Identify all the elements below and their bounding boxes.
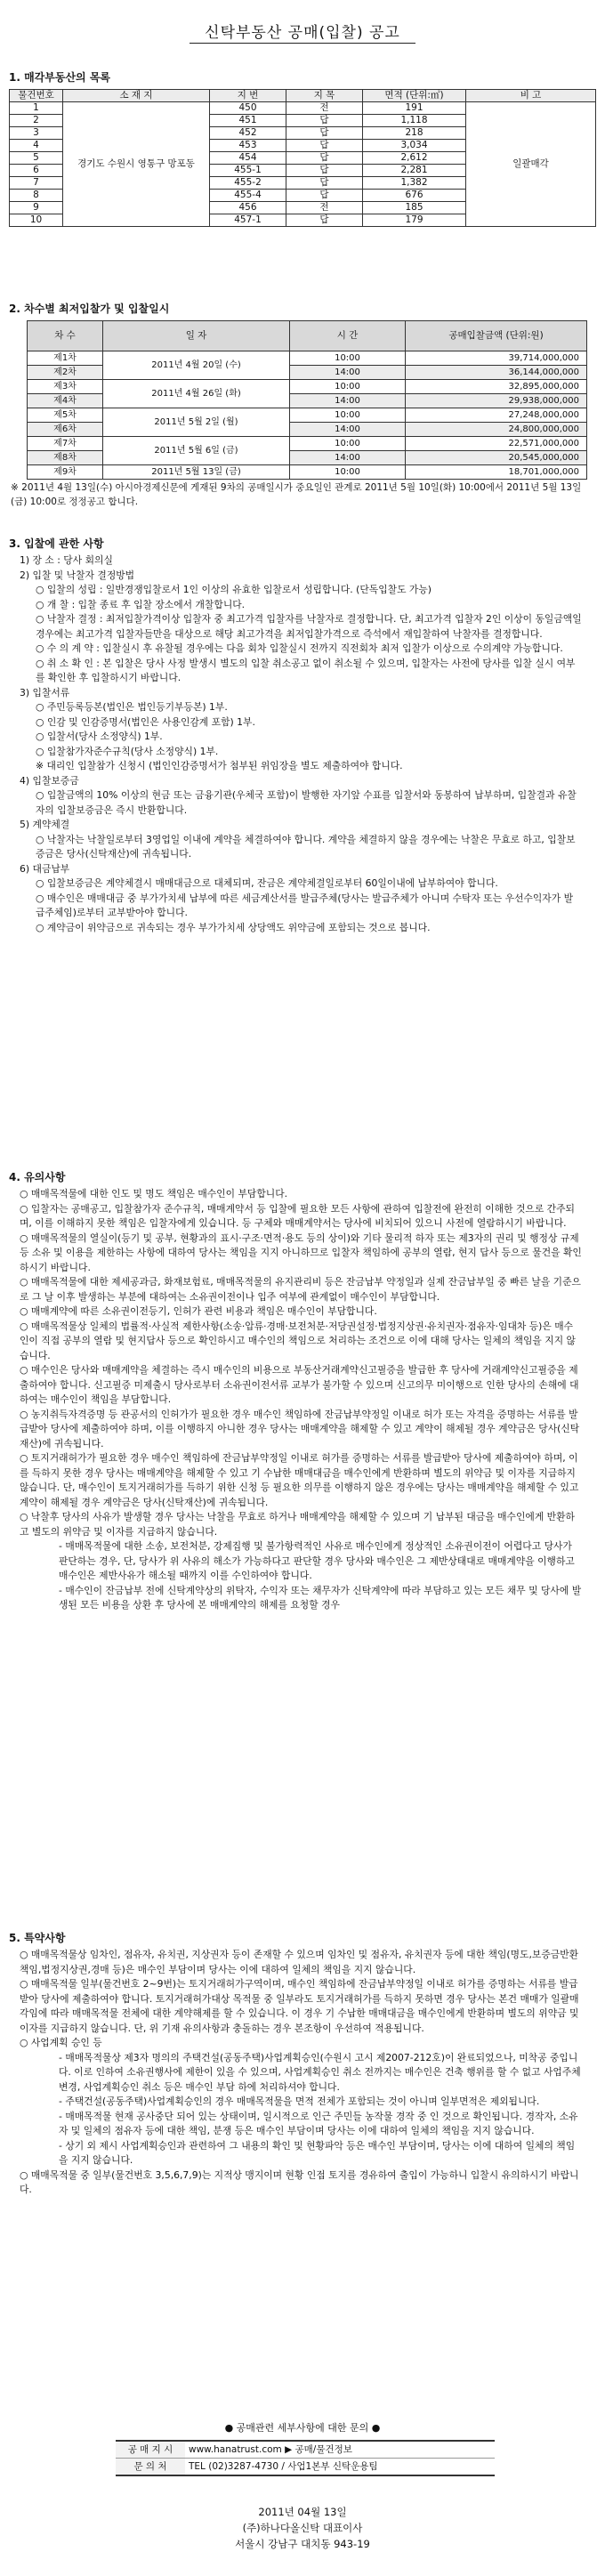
land-category: 답 xyxy=(286,140,363,152)
amount-cell: 24,800,000,000 xyxy=(406,423,587,437)
text-line: ○ 농지취득자격증명 등 관공서의 인허가가 필요한 경우 매수인 책임하에 잔금납부약정일 이내로 허가 또는 자격을 증명하는 서류를 발급받아 당사에 제출하여야 하며, 이를 이행하지 아니한 경우 당사는 매매계약을 해제할 수 있고 계약이 해제될 경우 계약금은 당사(신탁재산)에 귀속됩니다. xyxy=(20,1408,580,1450)
area-cell: 3,034 xyxy=(363,140,466,152)
area-cell: 2,281 xyxy=(363,165,466,177)
item-number: 8 xyxy=(10,190,63,202)
time-cell: 10:00 xyxy=(290,437,406,451)
table-row xyxy=(28,351,587,366)
text-line: ○ 매매목적물상 일체의 법률적·사실적 제한사항(소송·압류·경매·보전처분·저당권설정·법정지상권·유치권자·점유자·임대차 등)은 매수인이 직접 공부의 열람 및 현지답사 등으로 확인하시고 매수인의 책임으로 처리하는 조건으로 이에 대해 당사는 일체의 책임을 지지 않습니다. xyxy=(20,1320,576,1361)
header-cell: 지 목 xyxy=(286,90,363,102)
text-line: 1) 장 소 : 당사 회의실 xyxy=(20,554,113,566)
text-line: ○ 매매목적물에 대한 인도 및 명도 책임은 매수인이 부담합니다. xyxy=(20,1188,288,1199)
amount-cell: 32,895,000,000 xyxy=(406,380,587,394)
item-number: 3 xyxy=(10,127,63,140)
land-category: 답 xyxy=(286,177,363,190)
table-row xyxy=(10,102,596,115)
round-cell: 제1차 xyxy=(28,351,103,366)
text-line: ○ 입찰서(당사 소정양식) 1부. xyxy=(36,731,163,742)
section2-heading: 2. 차수별 최저입찰가 및 입찰일시 xyxy=(9,303,170,315)
inquiry-heading: ● 공매관련 세부사항에 대한 문의 ● xyxy=(224,2422,381,2434)
text-line: - 매매목적물에 대한 소송, 보전처분, 강제집행 및 불가항력적인 사유로 매수인에게 정상적인 소유권이전이 어렵다고 당사가 판단하는 경우, 단, 당사가 위 사유의 해소가 가능하다고 판단할 경우 당사와 매수인은 그 제반상태대로 매매계약을 이행하고 매수인은 제반사유가 해소될 때까지 이를 수인하여야 합니다. xyxy=(59,1540,575,1581)
area-cell: 1,118 xyxy=(363,115,466,127)
text-line: ○ 사업계획 승인 등 xyxy=(20,2037,102,2048)
time-cell: 14:00 xyxy=(290,366,406,380)
text-line: ※ 대리인 입찰참가 신청시 (법인인감증명서가 첨부된 위임장을 별도 제출하여야 합니다. xyxy=(36,760,403,771)
bid-schedule-table xyxy=(27,320,587,480)
text-line: - 매매목적물상 제3자 명의의 주택건설(공동주택)사업계획승인(수원시 고시 제2007-212호)이 완료되었으나, 미착공 중입니다. 이로 인하여 소유권행사에 제한이 있을 수 있으며, 사업계획승인 취소 전까지는 매수인은 건축 행위를 할 수 없고 사업주체 변경, 사업계획승인 취소 등은 매수인 부담 하에 처리하셔야 합니다. xyxy=(59,2051,581,2093)
text-line: ○ 매매목적물상 임차인, 점유자, 유치권, 지상권자 등이 존재할 수 있으며 임차인 및 점유자, 유치권자 등에 대한 책임(명도,보증금반환책임,법정지상권,경매 등)은 매수인 부담이며 당사는 이에 대하여 일체의 책임을 지지 않습니다. xyxy=(20,1949,579,1975)
special-terms xyxy=(0,1948,605,2198)
round-cell: 제6차 xyxy=(28,423,103,437)
contact-label: 공 매 지 시 xyxy=(116,2441,185,2459)
text-line: ○ 주민등록등본(법인은 법인등기부등본) 1부. xyxy=(36,701,228,713)
text-line: ○ 취 소 확 인 : 본 입찰은 당사 사정 발생시 별도의 입찰 취소공고 없이 취소될 수 있으며, 입찰자는 사전에 당사를 입찰 실시 여부를 확인한 후 입찰하시기 바랍니다. xyxy=(36,657,576,683)
section5-heading: 5. 특약사항 xyxy=(9,1932,66,1944)
text-line: ○ 낙찰자는 낙찰일로부터 3영업일 이내에 계약을 체결하여야 합니다. 계약을 체결하지 않을 경우에는 낙찰은 무효로 하고, 입찰보증금은 당사(신탁재산)에 귀속됩니다. xyxy=(36,833,576,860)
area-cell: 2,612 xyxy=(363,152,466,165)
section1-heading: 1. 매각부동산의 목록 xyxy=(9,71,111,84)
text-line: ○ 입찰의 성립 : 일반경쟁입찰로서 1인 이상의 유효한 입찰로서 성립합니다. (단독입찰도 가능) xyxy=(36,584,432,595)
lot-number: 450 xyxy=(210,102,286,115)
table-row xyxy=(28,380,587,394)
lot-number: 455-4 xyxy=(210,190,286,202)
text-line: 4) 입찰보증금 xyxy=(20,774,79,787)
land-category: 전 xyxy=(286,202,363,214)
text-line: ○ 매매목적물 중 일부(물건번호 3,5,6,7,9)는 지적상 맹지이며 현황 인접 토지를 경유하여 출입이 가능하니 입찰시 유의하시기 바랍니다. xyxy=(20,2168,579,2195)
time-cell: 14:00 xyxy=(290,423,406,437)
item-number: 10 xyxy=(10,214,63,227)
round-cell: 제3차 xyxy=(28,380,103,394)
amount-cell: 39,714,000,000 xyxy=(406,351,587,366)
footer xyxy=(0,2504,605,2552)
text-line: ○ 낙찰자 결정 : 최저입찰가격이상 입찰자 중 최고가격 입찰자를 낙찰자로 결정합니다. 단, 최고가격 입찰자 2인 이상이 동일금액일 경우에는 최고가격 입찰자들만을 대상으로 해당 최고가격을 최저입찰가격으로 즉석에서 재입찰하여 낙찰자를 결정합니다. xyxy=(36,613,582,640)
text-line: 3) 입찰서류 xyxy=(20,686,70,699)
lot-number: 455-1 xyxy=(210,165,286,177)
page-title: 신탁부동산 공매(입찰) 공고 xyxy=(205,24,400,42)
lot-number: 453 xyxy=(210,140,286,152)
header-cell: 공매입찰금액 (단위:원) xyxy=(406,321,587,351)
text-line: ○ 입찰금액의 10% 이상의 현금 또는 금융기관(우체국 포함)이 발행한 자기앞 수표를 입찰서와 동봉하여 납부하며, 입찰결과 유찰자의 입찰보증금은 즉시 반환합니다. xyxy=(36,789,577,816)
announcement-date: 2011년 04월 13일 xyxy=(258,2506,347,2518)
header-cell: 소 재 지 xyxy=(63,90,210,102)
area-cell: 1,382 xyxy=(363,177,466,190)
company-name: (주)하나다올신탁 대표이사 xyxy=(242,2522,363,2534)
land-category: 전 xyxy=(286,102,363,115)
amount-cell: 36,144,000,000 xyxy=(406,366,587,380)
time-cell: 10:00 xyxy=(290,465,406,480)
land-category: 답 xyxy=(286,214,363,227)
precautions xyxy=(0,1187,605,1613)
text-line: - 매수인이 잔금납부 전에 신탁계약상의 위탁자, 수익자 또는 채무자가 신탁계약에 따라 부담하고 있는 모든 채무 및 당사에 발생된 모든 비용을 상환 후 당사에 본 매매계약의 해제를 요청할 경우 xyxy=(59,1584,582,1611)
date-cell: 2011년 5월 2일 (월) xyxy=(103,408,290,437)
contact-value: www.hanatrust.com ▶ 공매/물건정보 xyxy=(185,2441,495,2459)
area-cell: 185 xyxy=(363,202,466,214)
text-line: ○ 매수인은 당사와 매매계약을 체결하는 즉시 매수인의 비용으로 부동산거래계약신고필증을 발급한 후 당사에 거래계약신고필증을 제출하여야 합니다. 신고필증 미제출시 당사로부터 소유권이전서류 교부가 불가할 수 있으며 신고의무 미이행으로 인한 당사의 손해에 대하여는 매수인이 책임을 부담합니다. xyxy=(20,1364,579,1405)
lot-number: 452 xyxy=(210,127,286,140)
time-cell: 10:00 xyxy=(290,380,406,394)
amount-cell: 20,545,000,000 xyxy=(406,451,587,465)
time-cell: 10:00 xyxy=(290,351,406,366)
property-table-header xyxy=(10,90,596,102)
text-line: - 상기 외 제시 사업계획승인과 관련하여 그 내용의 확인 및 현황파악 등은 매수인 부담이며, 당사는 이에 대하여 일체의 책임을 지지 않습니다. xyxy=(59,2139,576,2166)
header-cell: 물건번호 xyxy=(10,90,63,102)
text-line: ○ 낙찰후 당사의 사유가 발생할 경우 당사는 낙찰을 무효로 하거나 매매계약을 해제할 수 있으며 기 납부된 대금을 매수인에게 반환하고 별도의 위약금 및 이자를 지급하지 않습니다. xyxy=(20,1511,575,1538)
time-cell: 10:00 xyxy=(290,408,406,423)
round-cell: 제5차 xyxy=(28,408,103,423)
text-line: ○ 토지거래허가가 필요한 경우 매수인 책임하에 잔금납부약정일 이내로 허가를 증명하는 서류를 발급받아 당사에 제출하여야 하며, 이를 득하지 못한 경우 당사는 매매계약을 해제할 수 있고 기 수납한 매매대금을 매수인에게 반환하며 별도의 위약금 및 이자를 지급하지 않습니다. 단, 매수인이 토지거래허가를 득하기 위한 신청 등 필요한 의무를 이행하지 않은 경우에는 당사는 매매계약을 해제할 수 있고 계약이 해제될 경우 계약금은 당사(신탁재산)에 귀속됩니다. xyxy=(20,1452,579,1508)
round-cell: 제7차 xyxy=(28,437,103,451)
lot-number: 455-2 xyxy=(210,177,286,190)
area-cell: 179 xyxy=(363,214,466,227)
date-cell: 2011년 4월 26일 (화) xyxy=(103,380,290,408)
date-cell: 2011년 5월 6일 (금) xyxy=(103,437,290,465)
section4-heading: 4. 유의사항 xyxy=(9,1171,66,1183)
land-category: 답 xyxy=(286,115,363,127)
amount-cell: 29,938,000,000 xyxy=(406,394,587,408)
area-cell: 676 xyxy=(363,190,466,202)
lot-number: 454 xyxy=(210,152,286,165)
date-cell: 2011년 4월 20일 (수) xyxy=(103,351,290,380)
text-line: ○ 매매목적물에 대한 제세공과금, 화재보험료, 매매목적물의 유지관리비 등은 잔금납부 약정일과 실제 잔금납부일 중 빠른 날을 기준으로 그 날 이후 발생하는 부분에 대하여는 소유권이전이나 입주 여부에 관계없이 매수인이 부담합니다. xyxy=(20,1276,581,1303)
item-number: 7 xyxy=(10,177,63,190)
lot-number: 457-1 xyxy=(210,214,286,227)
text-line: 5) 계약체결 xyxy=(20,819,70,830)
time-cell: 14:00 xyxy=(290,394,406,408)
table-row xyxy=(28,408,587,423)
table-row xyxy=(28,465,587,480)
lot-number: 456 xyxy=(210,202,286,214)
text-line: - 주택건설(공동주택)사업계획승인의 경우 매매목적물을 면적 전체가 포함되는 것이 아니며 일부면적은 제외됩니다. xyxy=(59,2096,540,2107)
table-row xyxy=(28,437,587,451)
land-category: 답 xyxy=(286,127,363,140)
text-line: - 매매목적물 현재 공사중단 되어 있는 상태이며, 일시적으로 인근 주민들 농작물 경작 중 인 것으로 확인됩니다. 경작자, 소유자 및 일체의 점유자 등에 대한 책임, 분쟁 등은 매수인 부담이며 당사는 이에 대하여 일체의 책임을 지지 않습니다. xyxy=(59,2110,578,2136)
text-line: 6) 대금납부 xyxy=(20,862,70,875)
header-cell: 시 간 xyxy=(290,321,406,351)
location-cell: 경기도 수원시 영통구 망포동 xyxy=(63,102,210,227)
header-cell: 일 자 xyxy=(103,321,290,351)
remark-cell: 일괄매각 xyxy=(466,102,596,227)
company-address: 서울시 강남구 대치동 943-19 xyxy=(235,2538,370,2550)
contact-value: TEL (02)3287-4730 / 사업1본부 신탁운용팀 xyxy=(185,2459,495,2476)
title-underline xyxy=(190,43,415,44)
correction-note: ※ 2011년 4월 13일(수) 아시아경제신문에 게재된 9차의 공매일시가 중요일인 관계로 2011년 5월 10일(화) 10:00에서 2011년 5월 13일(금) 10:00로 정정공고 합니다. xyxy=(11,482,582,507)
contact-table xyxy=(116,2440,495,2476)
text-line: ○ 입찰보증금은 계약체결시 매매대금으로 대체되며, 잔금은 계약체결일로부터 60일이내에 납부하여야 합니다. xyxy=(36,877,498,889)
header-cell: 차 수 xyxy=(28,321,103,351)
contact-label: 문 의 처 xyxy=(116,2459,185,2476)
amount-cell: 18,701,000,000 xyxy=(406,465,587,480)
text-line: ○ 매매목적물 일부(물건번호 2~9번)는 토지거래허가구역이며, 매수인 책임하에 잔금납부약정일 이내로 허가를 증명하는 서류를 발급받아 당사에 제출하여야 합니다. 토지거래허가대상 목적물 중 일부라도 토지거래허가를 득하지 못하면 경우 당사는 본건 매매가 일괄매각임에 따라 매매목적물 전체에 대한 계약해제를 할 수 있습니다. 이 경우 기 수납한 매매대금을 매수인에게 반환하며 별도의 위약금 및 이자를 지급하지 않습니다. 단, 위 기재 유의사항과 충돌하는 경우 본조항이 우선하여 적용됩니다. xyxy=(20,1978,579,2034)
text-line: ○ 매매목적물의 열실이(등기 및 공부, 현황과의 표시·구조·면적·용도 등의 상이)와 기타 물리적 하자 또는 제3자의 권리 및 행정상 규제 등 소유 및 이용을 제한하는 사항에 대하여 당사는 책임을 지지 아니하므로 입찰자 책임하에 공부의 열람, 현지 답사 등으로 물건을 확인하시기 바랍니다. xyxy=(20,1231,582,1273)
header-cell: 면적 (단위:㎡) xyxy=(363,90,466,102)
text-line: ○ 인감 및 인감증명서(법인은 사용인감계 포함) 1부. xyxy=(36,715,255,728)
text-line: 2) 입찰 및 낙찰자 결정방법 xyxy=(20,569,135,581)
item-number: 4 xyxy=(10,140,63,152)
text-line: ○ 개 찰 : 입찰 종료 후 입찰 장소에서 개찰합니다. xyxy=(36,598,246,610)
bidding-terms xyxy=(0,553,605,935)
amount-cell: 22,571,000,000 xyxy=(406,437,587,451)
property-list-table xyxy=(9,89,596,227)
land-category: 답 xyxy=(286,152,363,165)
header-cell: 지 번 xyxy=(210,90,286,102)
land-category: 답 xyxy=(286,190,363,202)
item-number: 5 xyxy=(10,152,63,165)
date-cell: 2011년 5월 13일 (금) xyxy=(103,465,290,480)
text-line: ○ 입찰참가자준수규칙(당사 소정양식) 1부. xyxy=(36,745,219,757)
amount-cell: 27,248,000,000 xyxy=(406,408,587,423)
round-cell: 제9차 xyxy=(28,465,103,480)
land-category: 답 xyxy=(286,165,363,177)
area-cell: 191 xyxy=(363,102,466,115)
text-line: ○ 입찰자는 공매공고, 입찰참가자 준수규칙, 매매계약서 등 입찰에 필요한 모든 사항에 관하여 입찰전에 완전히 이해한 것으로 간주되며, 이를 이해하지 못한 책임은 입찰자에게 있습니다. 등 구체와 매매계약서는 당사에 비치되어 있으니 사전에 열람하시기 바랍니다. xyxy=(20,1202,575,1229)
contact-row xyxy=(116,2441,495,2459)
bid-table-header xyxy=(28,321,587,351)
item-number: 9 xyxy=(10,202,63,214)
area-cell: 218 xyxy=(363,127,466,140)
text-line: ○ 매수인은 매매대금 중 부가가치세 납부에 따른 세금계산서를 발급주체(당사는 발급주체가 아니며 수탁자 또는 우선수익자가 발급주체임)로부터 교부받아야 합니다. xyxy=(36,892,574,918)
round-cell: 제2차 xyxy=(28,366,103,380)
section3-heading: 3. 입찰에 관한 사항 xyxy=(9,537,104,550)
lot-number: 451 xyxy=(210,115,286,127)
header-cell: 비 고 xyxy=(466,90,596,102)
text-line: ○ 수 의 계 약 : 입찰실시 후 유찰될 경우에는 다음 회차 입찰실시 전까지 직전회차 최저 입찰가 이상으로 수의계약 가능합니다. xyxy=(36,642,563,654)
text-line: ○ 계약금이 위약금으로 귀속되는 경우 부가가치세 상당액도 위약금에 포함되는 것으로 봅니다. xyxy=(36,921,431,933)
item-number: 6 xyxy=(10,165,63,177)
text-line: ○ 매매계약에 따른 소유권이전등기, 인허가 관련 비용과 책임은 매수인이 부담합니다. xyxy=(20,1305,377,1317)
time-cell: 14:00 xyxy=(290,451,406,465)
round-cell: 제8차 xyxy=(28,451,103,465)
contact-row xyxy=(116,2459,495,2476)
round-cell: 제4차 xyxy=(28,394,103,408)
item-number: 1 xyxy=(10,102,63,115)
item-number: 2 xyxy=(10,115,63,127)
